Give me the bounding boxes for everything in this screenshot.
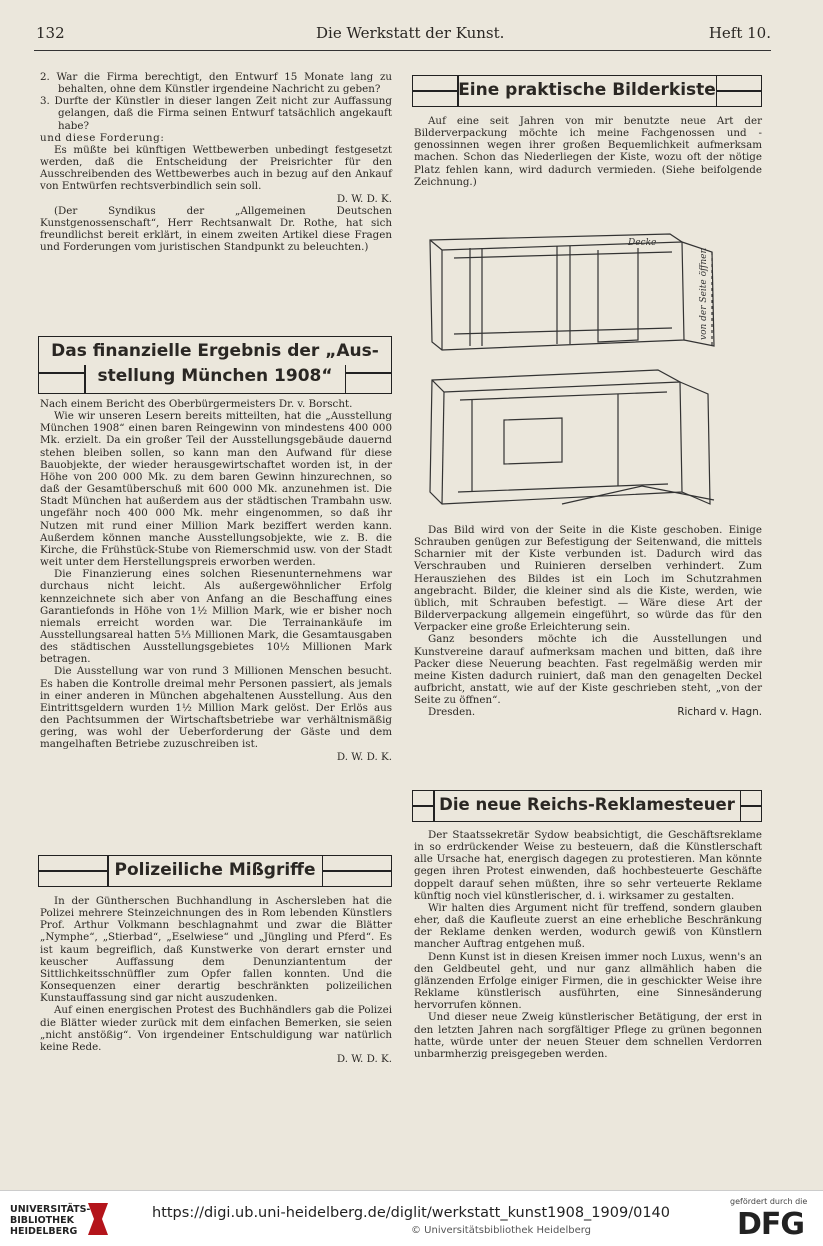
crate-lower-rails bbox=[458, 392, 668, 492]
article-crate-intro-text: Auf eine seit Jahren von mir benutzte neue Art der Bilderverpackung möchte ich meine Fachgenossen und -genossinnen wegen ihrer großen Bequemlichkeit aufmerksam machen. Schon das Niederliegen der Kiste, wozu oft der nötige Platz fehlen kann, wird dadurch vermieden. (Siehe beifolgende Zeichnung.) bbox=[414, 115, 762, 188]
left-column-top bbox=[40, 71, 392, 253]
crate-lower-outline bbox=[430, 370, 682, 504]
article-finance-source: Nach einem Bericht des Oberbürgermeisters Dr. v. Borscht. bbox=[40, 398, 353, 410]
journal-title: Die Werkstatt der Kunst. bbox=[316, 24, 505, 42]
crate-upper-rails bbox=[454, 252, 672, 334]
article-crate-paragraph: Das Bild wird von der Seite in die Kiste geschoben. Einige Schrauben genügen zur Befestigung der Seitenwand, die mittels Scharnier mit der Kiste verbunden ist. Dadurch wird das Verschrauben und Ruinieren derselben verhindert. Zum Herausziehen des Bildes ist ein Loch im Schutzrahmen angebracht. Bilder, die kleiner sind als die Kiste, werden, wie üblich, mit Schrauben befestigt. — Wäre diese Art der Bilderverpackung allgemein eingeführt, so würde das für den Verpacker eine große Erleichterung sein. bbox=[414, 524, 762, 634]
article-finance-body bbox=[40, 398, 392, 763]
article-crate-body bbox=[414, 524, 762, 719]
article-crate-intro bbox=[414, 115, 762, 188]
byline-author: Richard v. Hagn. bbox=[677, 706, 762, 719]
figure-label-top: Decke bbox=[628, 238, 657, 248]
crate-side-door bbox=[682, 242, 714, 346]
heading-rule bbox=[84, 365, 86, 393]
article-title-police: Polizeiliche Mißgriffe bbox=[114, 860, 316, 880]
article-heading-finance bbox=[38, 336, 392, 394]
header-rule bbox=[34, 50, 771, 51]
crate-drawing bbox=[412, 222, 757, 517]
crate-lower-front-edge bbox=[442, 392, 444, 504]
article-finance-paragraph: Die Ausstellung war von rund 3 Millionen Menschen besucht. Es haben die Kontrolle dreimal mehr Personen passiert, als jemals in einer anderen in München abgehaltenen Ausstellung. Aus den Eintrittsgeldern wurden 1½ Million Mark gelöst. Der Erlös aus den Pachtsummen der Wirtschaftsbetriebe war verhältnismäßig gering, was wohl der Ueberforderung der Gäste und dem mangelhaften Betriebe zuzuschreiben ist. bbox=[40, 665, 392, 751]
question-3: 3. Durfte der Künstler in dieser langen Zeit nicht zur Auffassung gelangen, daß die Firma seinen Entwurf tatsächlich angekauft habe? bbox=[40, 95, 392, 132]
article-tax-paragraph: Denn Kunst ist in diesen Kreisen immer noch Luxus, wenn's an den Geldbeutel geht, und nur ganz allmählich haben die glänzenden Erfolge einiger Firmen, die in geschickter Weise ihre Reklame künstlerisch ausführten, eine Sinnesänderung hervorrufen können. bbox=[414, 950, 762, 1012]
digitization-footer bbox=[0, 1190, 823, 1246]
article-police-signature: D. W. D. K. bbox=[336, 1053, 392, 1066]
heading-rule bbox=[39, 870, 107, 872]
heading-rule bbox=[323, 870, 391, 872]
byline-place: Dresden. bbox=[428, 706, 476, 719]
heading-rule bbox=[39, 372, 84, 374]
heading-rule bbox=[457, 76, 459, 106]
crate-pull-hole bbox=[504, 418, 562, 464]
heading-rule bbox=[107, 856, 109, 886]
heading-rule bbox=[346, 372, 391, 374]
article-heading-crate bbox=[412, 75, 762, 107]
article-tax-paragraph: Wir halten dies Argument nicht für treffend, sondern glauben eher, daß die Kaufleute zuerst an eine erhebliche Beschränkung der Reklame denken werden, wodurch gewiß von Künstlern mancher Auftrag entgehen muß. bbox=[414, 901, 762, 951]
heading-rule bbox=[717, 90, 761, 92]
article-tax-paragraph: Und dieser neue Zweig künstlerischer Betätigung, der erst in den letzten Jahren nach sorgfältiger Pflege zu grünen begonnen hatte, würde unter der neuen Steuer dem schnellen Verdorren unbarmherzig preisgegeben werden. bbox=[414, 1011, 762, 1060]
article-crate-paragraph: Ganz besonders möchte ich die Ausstellungen und Kunstvereine darauf aufmerksam machen und bitten, daß ihre Packer diese Neuerung beachten. Fast regelmäßig werden mir meine Kisten dadurch ruiniert, daß man den genagelten Deckel aufbricht, anstatt, wie auf der Kiste geschrieben steht, „von der Seite zu öffnen“. bbox=[414, 633, 762, 707]
syndic-note: (Der Syndikus der „Allgemeinen Deutschen Kunstgenossenschaft“, Herr Rechtsanwalt Dr. Rothe, hat sich freundlichst bereit erklärt, in einem zweiten Artikel diese Fragen und Forderungen vom juristischen Standpunkt zu beleuchten.) bbox=[40, 204, 392, 254]
article-title-tax: Die neue Reichs-Reklamesteuer bbox=[439, 795, 735, 814]
crate-lower-top-edge bbox=[432, 380, 680, 392]
article-title-finance-line2: stellung München 1908“ bbox=[97, 366, 333, 386]
heading-rule bbox=[413, 805, 433, 807]
copyright-notice: © Universitätsbibliothek Heidelberg bbox=[411, 1225, 592, 1236]
heading-rule bbox=[433, 791, 435, 821]
article-crate-byline bbox=[414, 706, 762, 718]
article-police-body bbox=[40, 895, 392, 1065]
article-police-paragraph: Auf einen energischen Protest des Buchhändlers gab die Polizei die Blätter wieder zurück mit dem einfachen Bemerken, sie seien „nicht anstößig“. Von irgendeiner Entschuldigung war natürlich keine Rede. bbox=[40, 1004, 392, 1053]
demand-intro: und diese Forderung: bbox=[40, 131, 165, 144]
article-tax-body bbox=[414, 829, 762, 1060]
article-finance-paragraph: Die Finanzierung eines solchen Riesenunternehmens war durchaus nicht leicht. Als außergewöhnlicher Erfolg kennzeichnete sich aber von Anfang an die Beschaffung eines Garantiefonds in Höhe von 1½ Million Mark, wie er bisher noch niemals erreicht worden war. Die Terrainankäufe im Ausstellungsareal hatten 5⅓ Millionen Mark, die Gesamtausgaben des städtischen Ausstellungsgebietes 10½ Millionen Mark betragen. bbox=[40, 568, 392, 666]
crate-upper-panel bbox=[598, 248, 638, 342]
library-name: UNIVERSITÄTS-BIBLIOTHEK HEIDELBERG bbox=[10, 1204, 91, 1237]
crate-lower-door bbox=[680, 382, 710, 504]
question-2: 2. War die Firma berechtigt, den Entwurf 15 Monate lang zu behalten, ohne dem Künstler irgendeine Nachricht zu geben? bbox=[40, 71, 392, 96]
page-url[interactable]: https://digi.ub.uni-heidelberg.de/diglit/werkstatt_kunst1908_1909/0140 bbox=[152, 1205, 670, 1221]
funded-by-label: gefördert durch die bbox=[730, 1197, 808, 1206]
crate-floor-line bbox=[562, 486, 714, 504]
issue-number: Heft 10. bbox=[708, 24, 771, 42]
article-heading-police bbox=[38, 855, 392, 887]
article-police-paragraph: In der Güntherschen Buchhandlung in Aschersleben hat die Polizei mehrere Steinzeichnungen des in Rom lebenden Künstlers Prof. Arthur Volkmann beschlagnahmt und zwar die Blätter „Nymphe“, „Stierbad“, „Eselwiese“ und „Jüngling und Pferd“. Es ist kaum begreiflich, daß Kunstwerke von derart ernster und keuscher Auffassung dem Denunziantentum der Sittlichkeitsschnüffler zum Opfer fallen konnten. Und die Konsequenzen einer derartig beschränkten polizeilichen Kunstauffassung sind gar nicht auszudenken. bbox=[40, 895, 392, 1005]
demand-signature: D. W. D. K. bbox=[336, 192, 392, 205]
heading-rule bbox=[345, 365, 347, 393]
running-header bbox=[34, 24, 771, 44]
funder-logo: DFG bbox=[737, 1207, 805, 1242]
article-finance-paragraph: Wie wir unseren Lesern bereits mitteilten, hat die „Ausstellung München 1908“ einen baren Reingewinn von mindestens 400 000 Mk. erzielt. Da ein großer Teil der Ausstellungsgebäude dauernd stehen bleiben sollen, so kann man den Aufwand für diese Bauobjekte, der wieder herausgewirtschaftet worden ist, in der Höhe von 200 000 Mk. zu dem baren Gewinn hinzurechnen, so daß der Gesamtüberschuß mit 600 000 Mk. anzunehmen ist. Die Stadt München hat außerdem aus der städtischen Trambahn usw. ungefähr noch 400 000 Mk. mehr eingenommen, so daß ihr Nutzen mit rund einer Million Mark beziffert werden kann. Außerdem können manche Ausstellungsobjekte, wie z. B. die Kirche, die Frühstück-Stube von Riemerschmid usw. von der Stadt weit unter dem Herstellungspreis erworben werden. bbox=[40, 410, 392, 569]
article-title-crate: Eine praktische Bilderkiste bbox=[458, 80, 716, 100]
heading-rule bbox=[741, 805, 761, 807]
article-finance-signature: D. W. D. K. bbox=[336, 750, 392, 763]
figure-label-side: von der Seite öffnen bbox=[699, 247, 709, 340]
article-heading-tax bbox=[412, 790, 762, 822]
article-tax-paragraph: Der Staatssekretär Sydow beabsichtigt, die Geschäftsreklame in so erdrückender Weise zu besteuern, daß die Künstlerschaft alle Ursache hat, energisch dagegen zu protestieren. Man könnte gegen ihren Protest einwenden, daß hochbesteuerte Geschäfte doppelt darauf sehen müßten, ihre so sehr verteuerte Reklame künftig noch viel künstlerischer, d. i. wirksamer zu gestalten. bbox=[414, 829, 762, 902]
article-title-finance-line1: Das finanzielle Ergebnis der „Aus- bbox=[51, 341, 379, 361]
demand-text: Es müßte bei künftigen Wettbewerben unbedingt festgesetzt werden, daß die Entscheidung der Preisrichter für den Ausschreibenden des Wettbewerbes auch in bezug auf den Ankauf von Entwürfen rechtsverbindlich sein soll. bbox=[40, 143, 392, 193]
crate-lower-slats bbox=[472, 394, 618, 492]
page-number: 132 bbox=[36, 24, 65, 42]
heading-rule bbox=[413, 90, 457, 92]
